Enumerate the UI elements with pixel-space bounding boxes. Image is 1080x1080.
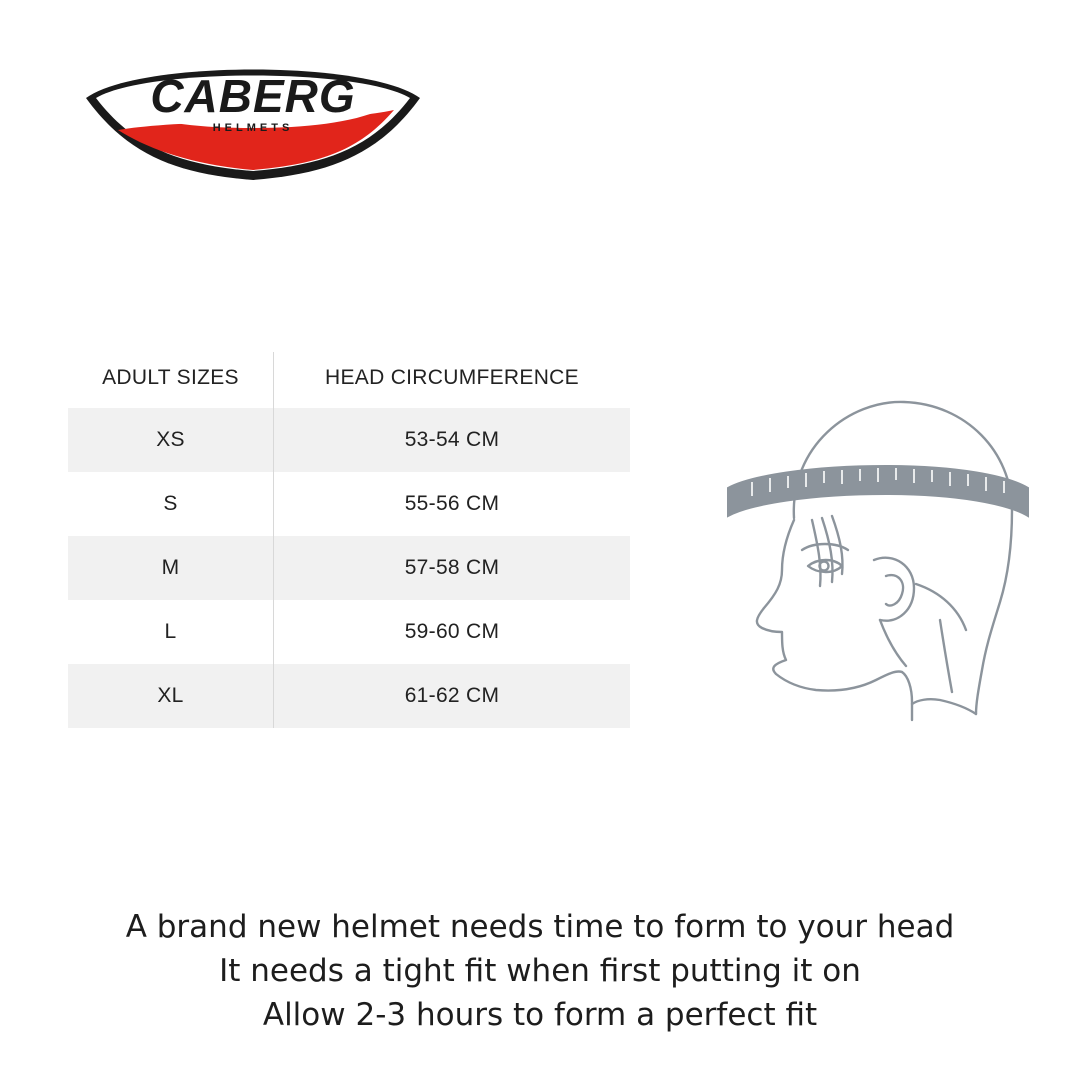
note-line-3: Allow 2-3 hours to form a perfect fit (262, 997, 818, 1033)
cell-circumference: 59-60 CM (274, 600, 631, 664)
table-row (68, 536, 630, 600)
column-header-head-circumference: HEAD CIRCUMFERENCE (274, 352, 631, 408)
caberg-helmets-logo-icon (78, 52, 428, 182)
head-with-measuring-tape-icon (690, 370, 1050, 730)
size-chart-body (68, 408, 630, 728)
table-row (68, 600, 630, 664)
size-chart-table (68, 352, 630, 728)
cell-size: S (68, 472, 274, 536)
head-measurement-illustration (690, 370, 1050, 730)
note-line-1: A brand new helmet needs time to form to your head (125, 909, 955, 945)
cell-size: L (68, 600, 274, 664)
cell-circumference: 53-54 CM (274, 408, 631, 472)
cell-size: XL (68, 664, 274, 728)
note-line-2: It needs a tight fit when first putting it on (219, 953, 861, 989)
fitting-note (0, 905, 1080, 1037)
cell-size: XS (68, 408, 274, 472)
size-chart-head (68, 352, 630, 408)
brand-logo (78, 52, 428, 182)
cell-circumference: 57-58 CM (274, 536, 631, 600)
table-row (68, 472, 630, 536)
table-header-row (68, 352, 630, 408)
cell-circumference: 61-62 CM (274, 664, 631, 728)
cell-circumference: 55-56 CM (274, 472, 631, 536)
brand-name-text: CABERG (150, 70, 356, 122)
cell-size: M (68, 536, 274, 600)
brand-tagline-text: HELMETS (212, 122, 294, 134)
table-row (68, 664, 630, 728)
table-row (68, 408, 630, 472)
column-header-adult-sizes: ADULT SIZES (68, 352, 274, 408)
measuring-tape-icon (728, 466, 1028, 516)
